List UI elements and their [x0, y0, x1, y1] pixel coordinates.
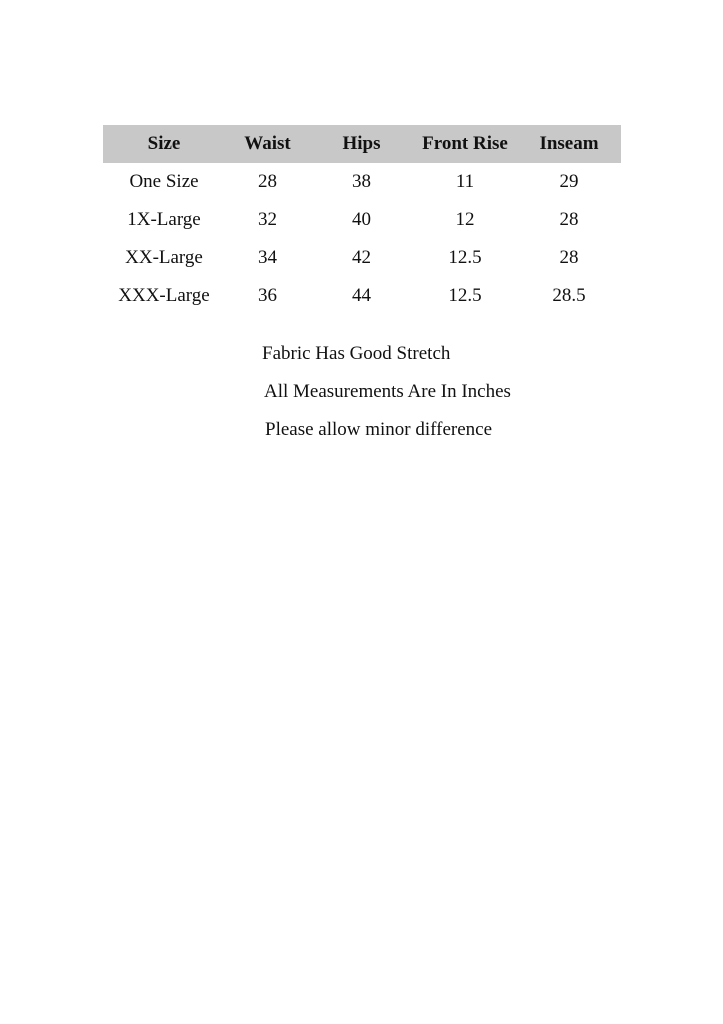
cell-inseam: 28.5 [552, 285, 586, 306]
cell-front-rise: 12.5 [448, 247, 482, 268]
size-chart-notes [262, 336, 511, 450]
table-row [103, 163, 621, 201]
size-chart-table [103, 125, 621, 315]
size-chart-header [103, 125, 621, 163]
header-row [103, 125, 621, 163]
cell-hips: 38 [352, 171, 371, 192]
cell-waist: 28 [258, 171, 277, 192]
cell-front-rise: 12.5 [448, 285, 482, 306]
size-chart-body [103, 163, 621, 315]
cell-inseam: 28 [559, 247, 579, 268]
cell-waist: 34 [258, 247, 277, 268]
cell-size: XX-Large [125, 247, 203, 268]
table-row [103, 239, 621, 277]
cell-front-rise: 12 [455, 209, 475, 230]
cell-hips: 40 [352, 209, 371, 230]
note-measurement-units: All Measurements Are In Inches [264, 381, 511, 402]
cell-hips: 42 [352, 247, 371, 268]
cell-size: XXX-Large [118, 285, 210, 306]
cell-inseam: 28 [559, 209, 579, 230]
column-header-waist: Waist [244, 133, 291, 154]
column-header-front-rise: Front Rise [422, 133, 508, 154]
column-header-hips: Hips [342, 133, 381, 154]
cell-size: One Size [129, 171, 199, 192]
cell-size: 1X-Large [127, 209, 201, 230]
cell-waist: 32 [258, 209, 277, 230]
column-header-size: Size [147, 133, 181, 154]
cell-front-rise: 11 [455, 171, 475, 192]
cell-waist: 36 [258, 285, 277, 306]
table-row [103, 201, 621, 239]
note-fabric-stretch: Fabric Has Good Stretch [262, 343, 451, 364]
cell-hips: 44 [352, 285, 371, 306]
cell-inseam: 29 [559, 171, 579, 192]
column-header-inseam: Inseam [539, 133, 599, 154]
table-row [103, 277, 621, 315]
note-minor-difference: Please allow minor difference [265, 419, 493, 440]
